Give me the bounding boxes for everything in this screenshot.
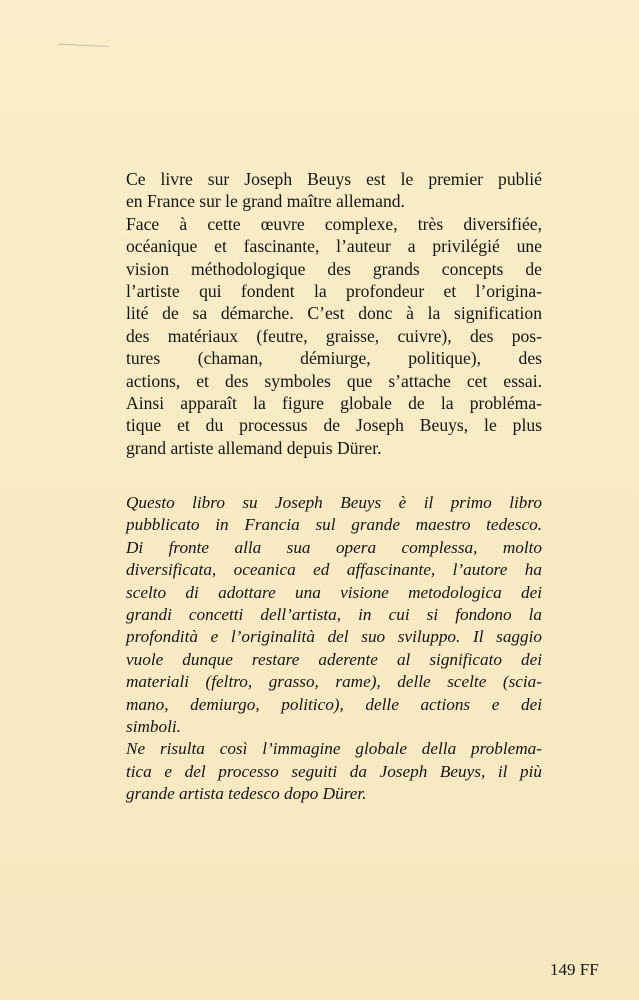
italian-line: tica e del processo seguiti da Joseph Beuys, il più — [126, 761, 542, 781]
french-line: tures (chaman, démiurge, politique), des — [126, 348, 542, 369]
italian-line: mano, demiurgo, politico), delle actions e dei — [126, 694, 542, 714]
italian-line: materiali (feltro, grasso, rame), delle scelte (scia- — [126, 672, 542, 692]
italian-line: Ne risulta così l’immagine globale della problema- — [126, 739, 542, 759]
italian-line: Di fronte alla sua opera complessa, molto — [126, 537, 542, 557]
french-line: Ainsi apparaît la figure globale de la probléma- — [126, 392, 542, 413]
french-line: lité de sa démarche. C’est donc à la signification — [126, 303, 542, 324]
price-label: 149 FF — [550, 960, 599, 979]
french-line: grand artiste allemand depuis Dürer. — [126, 437, 382, 458]
french-line: Ce livre sur Joseph Beuys est le premier publié — [126, 169, 542, 189]
french-line: en France sur le grand maître allemand. — [126, 191, 405, 212]
italian-line: grande artista tedesco dopo Dürer. — [126, 784, 367, 804]
italian-line: grandi concetti dell’artista, in cui si fondono la — [126, 604, 542, 624]
french-blurb — [126, 168, 542, 459]
pencil-mark — [58, 42, 110, 48]
french-line: Face à cette œuvre complexe, très diversifiée, — [126, 213, 542, 234]
italian-line: scelto di adottare una visione metodologica dei — [126, 582, 542, 602]
italian-line: pubblicato in Francia sul grande maestro tedesco. — [126, 515, 542, 535]
french-line: vision méthodologique des grands concepts de — [126, 258, 542, 279]
french-line: tique et du processus de Joseph Beuys, le plus — [126, 415, 542, 436]
italian-blurb — [126, 492, 542, 805]
french-line: actions, et des symboles que s’attache cet essai. — [126, 370, 542, 391]
italian-line: profondità e l’originalità del suo sviluppo. Il saggio — [126, 627, 542, 647]
italian-line: Questo libro su Joseph Beuys è il primo libro — [126, 493, 542, 512]
italian-line: diversificata, oceanica ed affascinante, l’autore ha — [126, 560, 542, 580]
italian-line: simboli. — [126, 716, 181, 736]
french-line: des matériaux (feutre, graisse, cuivre), des pos- — [126, 325, 542, 346]
italian-line: vuole dunque restare aderente al significato dei — [126, 649, 542, 669]
french-line: l’artiste qui fondent la profondeur et l’origina- — [126, 280, 542, 301]
french-line: océanique et fascinante, l’auteur a privilégié une — [126, 236, 542, 257]
